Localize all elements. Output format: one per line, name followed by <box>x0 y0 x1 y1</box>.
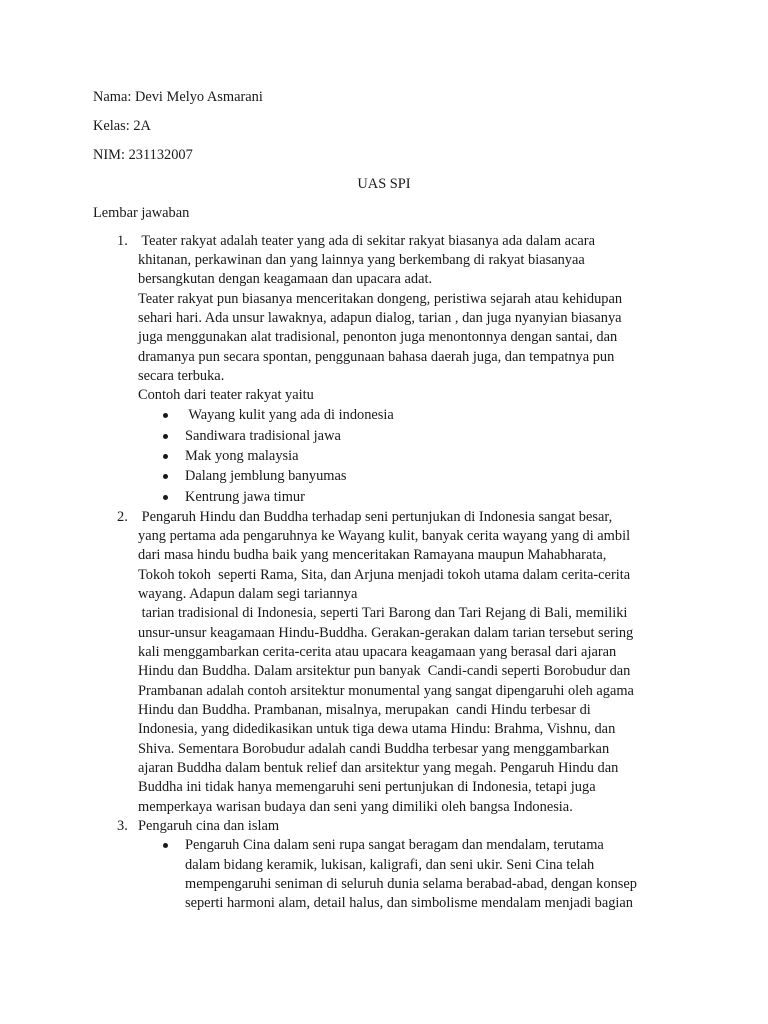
answer-2-line: Hindu dan Buddha. Prambanan, misalnya, merupakan candi Hindu terbesar di <box>138 702 591 718</box>
bullet-icon <box>163 474 168 479</box>
answer-2-line: Buddha ini tidak hanya memengaruhi seni pertunjukan di Indonesia, tetapi juga <box>138 779 596 795</box>
answer-2-number: 2. <box>117 509 128 525</box>
document-title: UAS SPI <box>357 176 411 192</box>
bullet-icon <box>163 843 168 848</box>
answer-3-line: dalam bidang keramik, lukisan, kaligrafi, dan seni ukir. Seni Cina telah <box>185 857 595 873</box>
answer-1-line: sehari hari. Ada unsur lawaknya, adapun dialog, tarian , dan juga nyanyian biasanya <box>138 310 622 326</box>
answer-1-line: secara terbuka. <box>138 368 225 384</box>
answer-1-line: juga menggunakan alat tradisional, penonton juga menontonnya dengan santai, dan <box>138 329 618 345</box>
answer-2-line: unsur-unsur keagamaan Hindu-Buddha. Gerakan-gerakan dalam tarian tersebut sering <box>138 625 634 641</box>
answer-2-line: kali menggambarkan cerita-cerita atau upacara keagamaan yang berasal dari ajaran <box>138 644 617 660</box>
answer-2-line: Shiva. Sementara Borobudur adalah candi Buddha terbesar yang menggambarkan <box>138 741 610 757</box>
answer-1-line: khitanan, perkawinan dan yang lainnya yang berkembang di rakyat biasanyaa <box>138 252 585 268</box>
answer-2-line: Hindu dan Buddha. Dalam arsitektur pun banyak Candi-candi seperti Borobudur dan <box>138 663 631 679</box>
answer-2-line: memperkaya warisan budaya dan seni yang dimiliki oleh bangsa Indonesia. <box>138 799 573 815</box>
answer-1-line: Teater rakyat pun biasanya menceritakan dongeng, peristiwa sejarah atau kehidupan <box>138 291 623 307</box>
example-item: Kentrung jawa timur <box>185 489 305 505</box>
answer-3-line: Pengaruh Cina dalam seni rupa sangat beragam dan mendalam, terutama <box>185 837 604 853</box>
answer-2-line: yang pertama ada pengaruhnya ke Wayang kulit, banyak cerita wayang yang di ambil <box>138 528 631 544</box>
example-item: Sandiwara tradisional jawa <box>185 428 341 444</box>
example-item: Dalang jemblung banyumas <box>185 468 347 484</box>
answer-2-line: wayang. Adapun dalam segi tariannya <box>138 586 358 602</box>
answer-1-line: Teater rakyat adalah teater yang ada di sekitar rakyat biasanya ada dalam acara <box>138 233 595 249</box>
answer-3-heading: Pengaruh cina dan islam <box>138 818 280 834</box>
answer-2-line: Pengaruh Hindu dan Buddha terhadap seni pertunjukan di Indonesia sangat besar, <box>138 509 613 525</box>
answer-1-line: Contoh dari teater rakyat yaitu <box>138 387 314 403</box>
student-class: Kelas: 2A <box>93 118 151 134</box>
answer-3-line: seperti harmoni alam, detail halus, dan simbolisme mendalam menjadi bagian <box>185 895 633 911</box>
answer-2-line: dari masa hindu budha baik yang menceritakan Ramayana maupun Mahabharata, <box>138 547 607 563</box>
answer-3-number: 3. <box>117 818 128 834</box>
bullet-icon <box>163 454 168 459</box>
answer-sheet-label: Lembar jawaban <box>93 205 190 221</box>
student-name: Nama: Devi Melyo Asmarani <box>93 89 263 105</box>
bullet-icon <box>163 495 168 500</box>
student-nim: NIM: 231132007 <box>93 147 193 163</box>
answer-2-line: Tokoh tokoh seperti Rama, Sita, dan Arjuna menjadi tokoh utama dalam cerita-cerita <box>138 567 631 583</box>
example-item: Mak yong malaysia <box>185 448 299 464</box>
answer-1-number: 1. <box>117 233 128 249</box>
answer-2-line: tarian tradisional di Indonesia, seperti Tari Barong dan Tari Rejang di Bali, memiliki <box>138 605 628 621</box>
answer-1-line: dramanya pun secara spontan, penggunaan bahasa daerah juga, dan tempatnya pun <box>138 349 615 365</box>
bullet-icon <box>163 413 168 418</box>
answer-3-line: mempengaruhi seniman di seluruh dunia selama berabad-abad, dengan konsep <box>185 876 637 892</box>
answer-2-line: ajaran Buddha dalam bentuk relief dan arsitektur yang megah. Pengaruh Hindu dan <box>138 760 619 776</box>
answer-2-line: Prambanan adalah contoh arsitektur monumental yang sangat dipengaruhi oleh agama <box>138 683 634 699</box>
example-item: Wayang kulit yang ada di indonesia <box>185 407 394 423</box>
bullet-icon <box>163 434 168 439</box>
answer-1-line: bersangkutan dengan keagamaan dan upacara adat. <box>138 271 433 287</box>
answer-2-line: Indonesia, yang didedikasikan untuk tiga dewa utama Hindu: Brahma, Vishnu, dan <box>138 721 616 737</box>
